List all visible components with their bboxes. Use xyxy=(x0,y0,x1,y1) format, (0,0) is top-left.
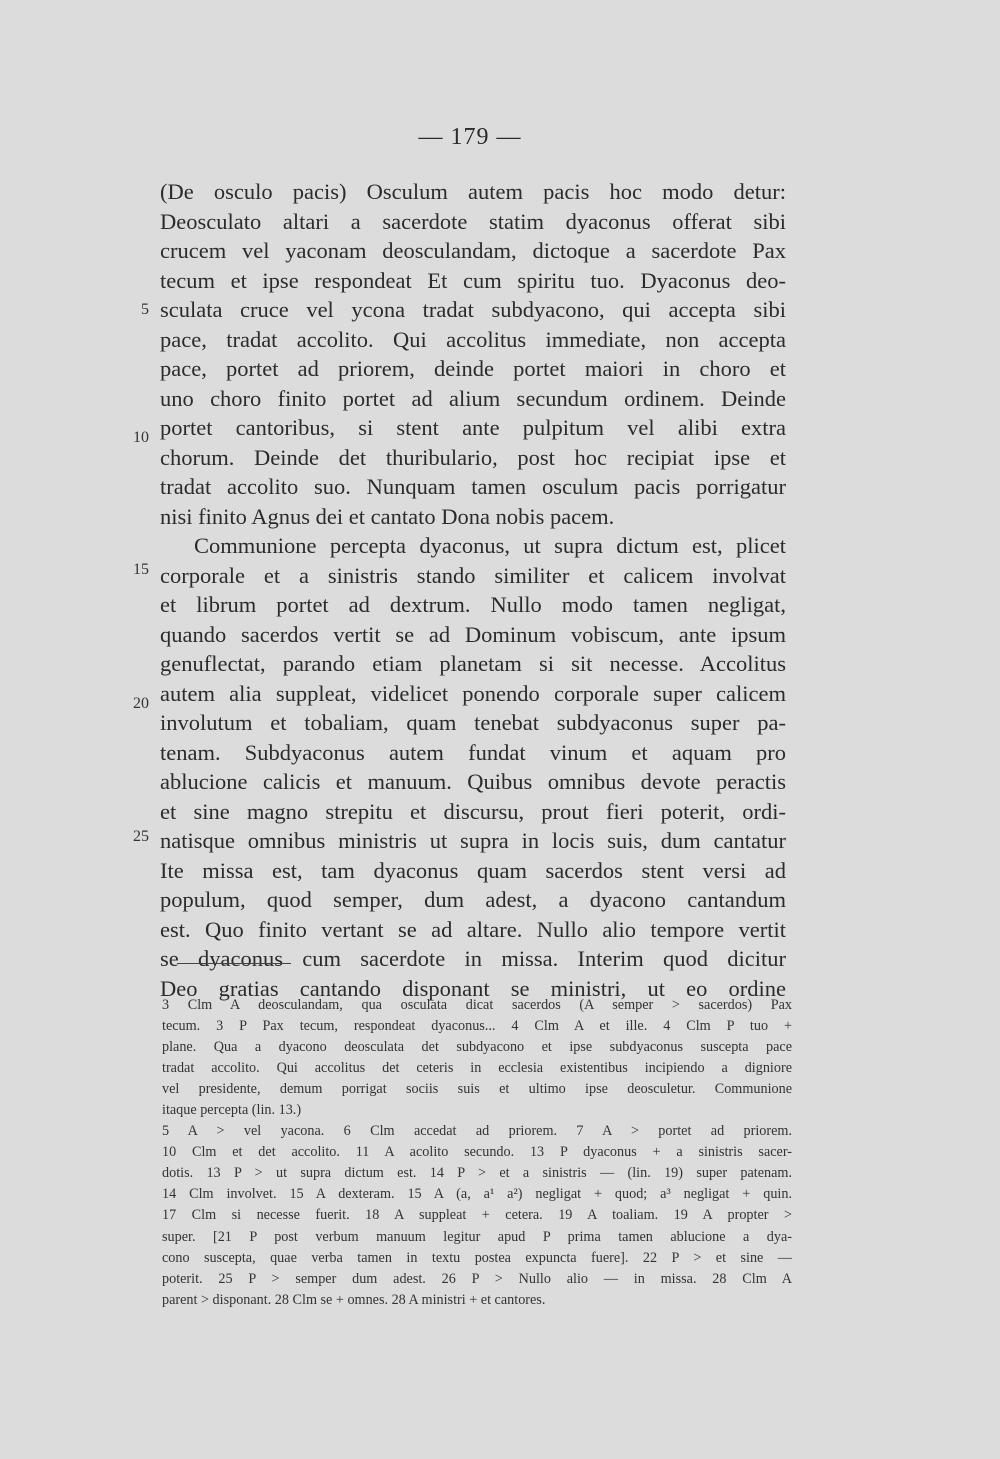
text-line: et librum portet ad dextrum. Nullo modo tamen negligat, xyxy=(160,592,786,617)
text-line: genuflectat, parando etiam planetam si sit necesse. Accolitus xyxy=(160,651,786,676)
footnote-line: itaque percepta (lin. 13.) xyxy=(162,1102,302,1119)
text-line: autem alia suppleat, videlicet ponendo corporale super calicem xyxy=(160,680,786,706)
text-line: nisi finito Agnus dei et cantato Dona nobis pacem. xyxy=(160,503,615,529)
text-line: Deosculato altari a sacerdote statim dyaconus offerat sibi xyxy=(160,208,786,234)
footnote-line: cono suscepta, quae verba tamen in textu postea expuncta fuere]. 22 P > et sine — xyxy=(162,1249,792,1266)
text-line: quando sacerdos vertit se ad Dominum vobiscum, ante ipsum xyxy=(160,621,786,647)
footnote-line: poterit. 25 P > semper dum adest. 26 P > Nullo alio — in missa. 28 Clm A xyxy=(162,1270,792,1287)
footnote-line: plane. Qua a dyacono deosculata det subdyacono et ipse subdyaconus suscepta pace xyxy=(162,1039,792,1056)
text-line: sculata cruce vel ycona tradat subdyacono, qui accepta sibi xyxy=(160,297,786,322)
text-line: ablucione calicis et manuum. Quibus omnibus devote peractis xyxy=(160,769,786,794)
text-line: tecum et ipse respondeat Et cum spiritu tuo. Dyaconus deo- xyxy=(160,267,786,293)
text-line: pace, tradat accolito. Qui accolitus immediate, non accepta xyxy=(160,326,786,352)
line-number: 10 xyxy=(133,429,149,446)
footnote-line: super. [21 P post verbum manuum legitur apud P prima tamen ablucione a dya- xyxy=(162,1228,792,1245)
page-number: — 179 — xyxy=(418,124,522,150)
footnote-line: 10 Clm et det accolito. 11 A acolito secundo. 13 P dyaconus + a sinistris sacer- xyxy=(162,1144,792,1161)
main-text xyxy=(160,177,786,1003)
footnote-line: vel presidente, demum porrigat sociis suis et ultimo ipse deosculetur. Communione xyxy=(162,1081,792,1098)
critical-apparatus xyxy=(162,995,792,1311)
text-line: (De osculo pacis) Osculum autem pacis hoc modo detur: xyxy=(160,179,786,204)
line-number: 5 xyxy=(141,301,149,318)
text-line: Deo gratias cantando disponant se ministri, ut eo ordine xyxy=(160,975,786,1001)
text-line: Ite missa est, tam dyaconus quam sacerdos stent versi ad xyxy=(160,857,786,883)
text-line: natisque omnibus ministris ut supra in locis suis, dum cantatur xyxy=(160,828,786,853)
line-number: 15 xyxy=(133,561,149,578)
text-line: Communione percepta dyaconus, ut supra dictum est, plicet xyxy=(194,533,786,558)
footnote-line: 14 Clm involvet. 15 A dexteram. 15 A (a, a¹ a²) negligat + quod; a³ negligat + quin. xyxy=(162,1186,792,1203)
text-line: crucem vel yaconam deosculandam, dictoque a sacerdote Pax xyxy=(160,238,786,263)
footnote-line: 17 Clm si necesse fuerit. 18 A suppleat + cetera. 19 A toaliam. 19 A propter > xyxy=(162,1207,792,1224)
text-line: tenam. Subdyaconus autem fundat vinum et aquam pro xyxy=(160,739,786,765)
text-line: corporale et a sinistris stando similiter et calicem involvat xyxy=(160,562,786,588)
footnote-line: tradat accolito. Qui accolitus det ceteris in ecclesia existentibus incipiendo a digniore xyxy=(162,1060,792,1077)
text-line: et sine magno strepitu et discursu, prout fieri poterit, ordi- xyxy=(160,798,786,824)
text-line: involutum et tobaliam, quam tenebat subdyaconus super pa- xyxy=(160,710,786,735)
text-line: est. Quo finito vertant se ad altare. Nullo alio tempore vertit xyxy=(160,916,786,942)
line-number: 20 xyxy=(133,695,149,712)
footnote-line: 5 A > vel yacona. 6 Clm accedat ad priorem. 7 A > portet ad priorem. xyxy=(162,1123,792,1140)
text-line: pace, portet ad priorem, deinde portet maiori in choro et xyxy=(160,356,786,381)
text-line: populum, quod semper, dum adest, a dyacono cantandum xyxy=(160,887,786,912)
text-line: se dyaconus cum sacerdote in missa. Interim quod dicitur xyxy=(160,946,786,971)
footnote-divider xyxy=(177,963,291,964)
text-line: chorum. Deinde det thuribulario, post hoc recipiat ipse et xyxy=(160,444,786,470)
line-number: 25 xyxy=(133,828,149,845)
footnote-line: tecum. 3 P Pax tecum, respondeat dyaconus... 4 Clm A et ille. 4 Clm P tuo + xyxy=(162,1018,792,1035)
text-line: uno choro finito portet ad alium secundum ordinem. Deinde xyxy=(160,385,786,411)
footnote-line: dotis. 13 P > ut supra dictum est. 14 P > et a sinistris — (lin. 19) super patenam. xyxy=(162,1165,792,1182)
footnote-line: parent > disponant. 28 Clm se + omnes. 28 A ministri + et cantores. xyxy=(162,1291,546,1308)
text-line: tradat accolito suo. Nunquam tamen osculum pacis porrigatur xyxy=(160,474,786,499)
footnote-line: 3 Clm A deosculandam, qua osculata dicat sacerdos (A semper > sacerdos) Pax xyxy=(162,997,792,1013)
text-line: portet cantoribus, si stent ante pulpitum vel alibi extra xyxy=(160,415,786,440)
